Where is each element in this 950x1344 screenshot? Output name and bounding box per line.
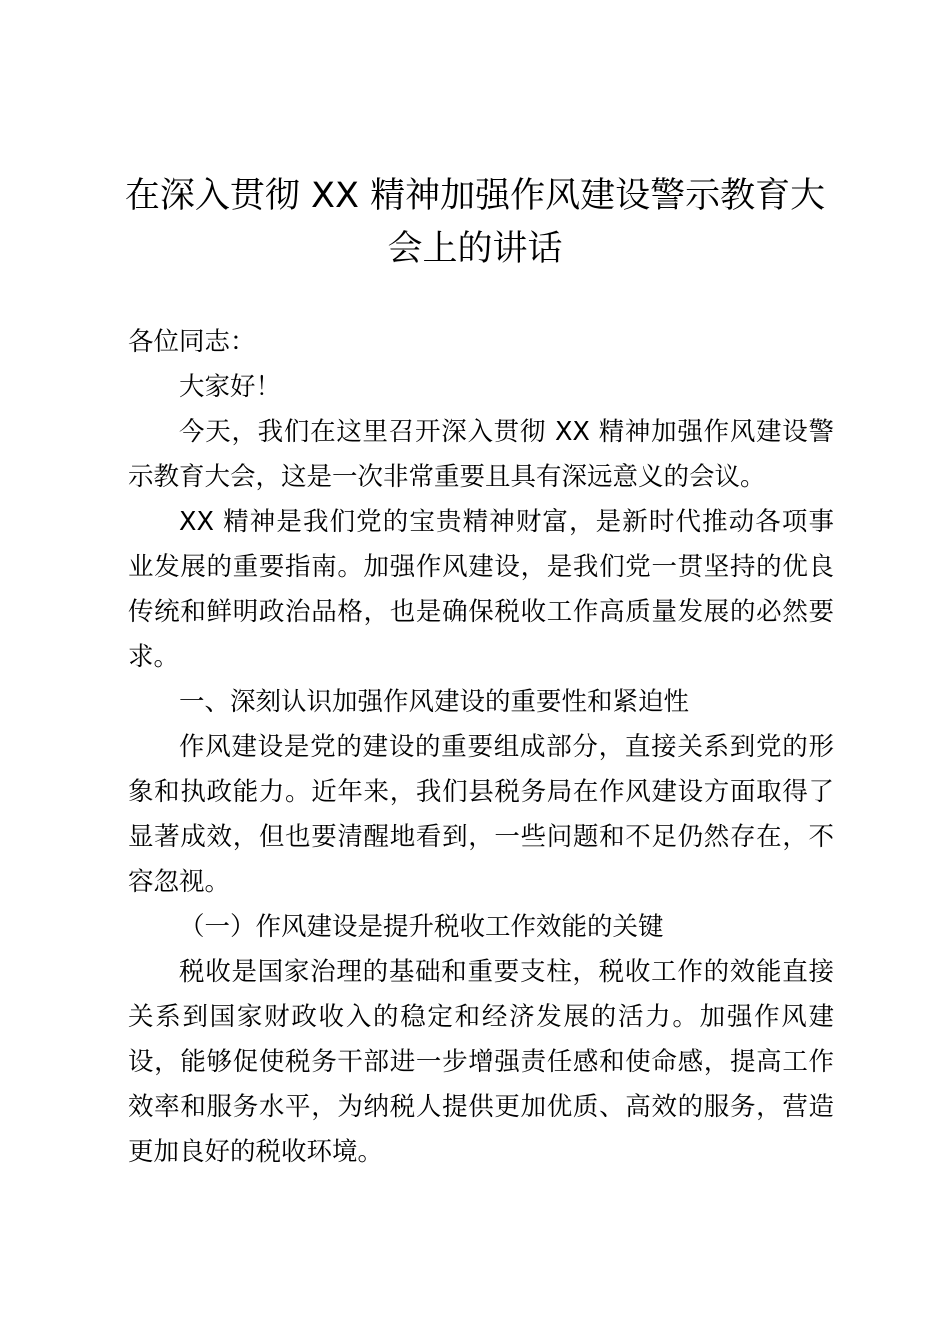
paragraph: XX 精神是我们党的宝贵精神财富，是新时代推动各项事业发展的重要指南。加强作风建设，是我们党一贯坚持的优良传统和鲜明政治品格，也是确保税收工作高质量发展的必然要求。 [128, 507, 834, 672]
paragraph: 作风建设是党的建设的重要组成部分，直接关系到党的形象和执政能力。近年来，我们县税务局在作风建设方面取得了显著成效，但也要清醒地看到，一些问题和不足仍然存在，不容忽视。 [128, 732, 834, 897]
subsection-heading: （一）作风建设是提升税收工作效能的关键 [179, 912, 664, 942]
paragraph: 今天，我们在这里召开深入贯彻 XX 精神加强作风建设警示教育大会，这是一次非常重要且具有深远意义的会议。 [128, 417, 834, 492]
salutation: 各位同志： [128, 327, 256, 357]
greeting: 大家好！ [179, 372, 282, 402]
paragraph: 税收是国家治理的基础和重要支柱，税收工作的效能直接关系到国家财政收入的稳定和经济发展的活力。加强作风建设，能够促使税务干部进一步增强责任感和使命感，提高工作效率和服务水平，为纳税人提供更加优质、高效的服务，营造更加良好的税收环境。 [128, 957, 834, 1167]
document-body [128, 320, 834, 1175]
section-heading: 一、深刻认识加强作风建设的重要性和紧迫性 [179, 687, 690, 717]
document-title: 在深入贯彻 XX 精神加强作风建设警示教育大会上的讲话 [124, 176, 826, 269]
